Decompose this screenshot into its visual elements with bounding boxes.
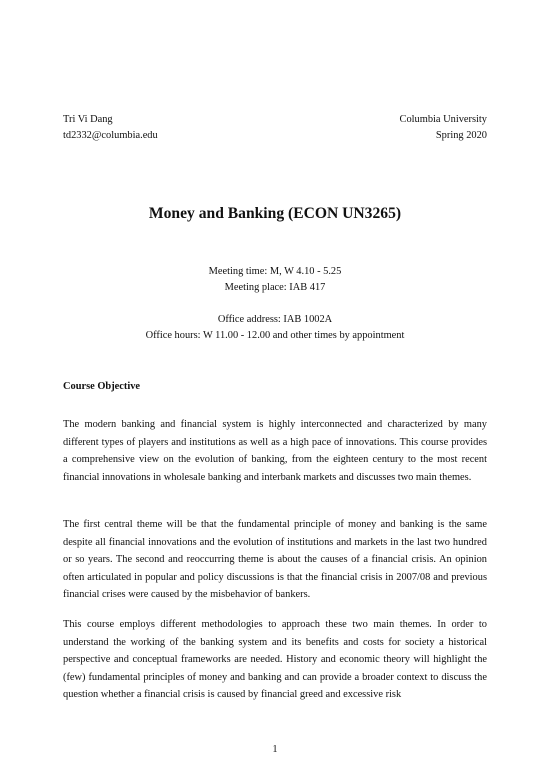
meeting-time: Meeting time: M, W 4.10 - 5.25 [208,266,342,277]
office-hours: Office hours: W 11.00 - 12.00 and other times by appointment [145,330,405,341]
author-name: Tri Vi Dang [63,114,113,125]
header-row-2 [63,129,487,142]
office-address: Office address: IAB 1002A [217,314,333,325]
paragraph-2: The first central theme will be that the fundamental principle of money and banking is the same despite all financial innovations and the evolution of institutions and markets in the last two hundred or so years. The second and reoccurring theme is about the causes of a financial crisis. An opinion often articulated in popular and policy discussions is that the financial crisis in 2007/08 and previous financial crises were caused by the misbehavior of bankers. [63,519,487,600]
author-email: td2332@columbia.edu [63,130,158,141]
course-title: Money and Banking (ECON UN3265) [148,205,402,222]
meeting-place: Meeting place: IAB 417 [224,282,326,293]
institution: Columbia University [399,114,487,125]
page-number: 1 [272,744,278,755]
term: Spring 2020 [435,130,487,141]
header-row-1 [63,113,487,126]
paragraph-3: This course employs different methodologies to approach these two main themes. In order to understand the working of the banking system and its benefits and costs for society a historical perspective and conceptual frameworks are needed. History and economic theory will highlight the (few) fundamental principles of money and banking and can provide a broader context to discuss the question whether a financial crisis is caused by financial greed and excessive risk [63,619,487,700]
paragraph-1: The modern banking and financial system is highly interconnected and characterized by many different types of players and institutions as well as a high pace of innovations. This course provides a comprehensive view on the evolution of banking, from the eighteen century to the most recent financial innovations in wholesale banking and interbank markets and discusses two main themes. [63,419,487,483]
section-heading: Course Objective [63,381,141,392]
